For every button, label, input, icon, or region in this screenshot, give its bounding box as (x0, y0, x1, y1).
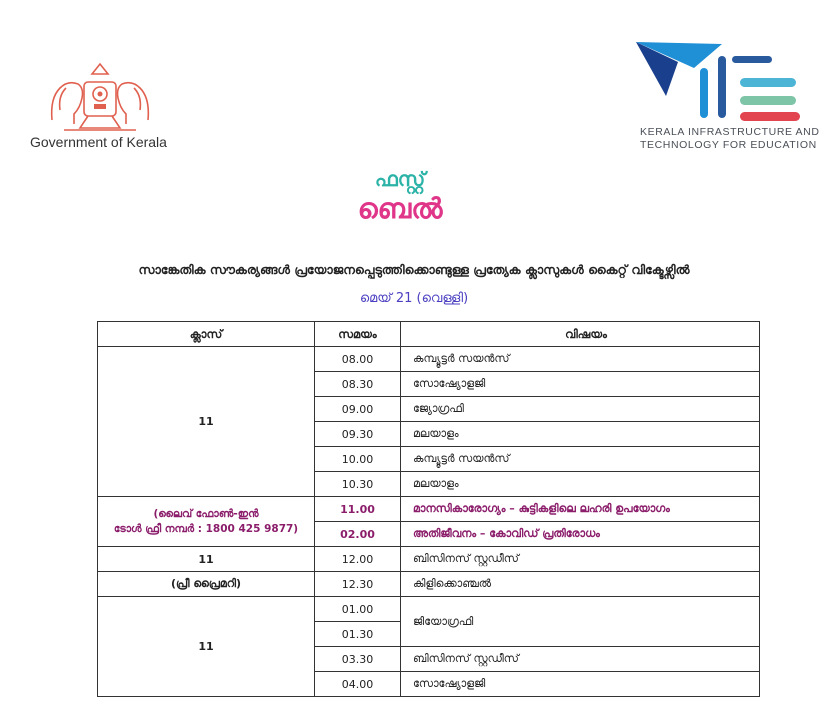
subject-cell: കമ്പ്യൂട്ടർ സയൻസ് (401, 447, 760, 472)
header-class: ക്ലാസ് (98, 322, 315, 347)
table-row (98, 597, 760, 622)
schedule-date: മെയ് 21 (വെള്ളി) (359, 291, 469, 306)
kite-tagline-2: TECHNOLOGY FOR EDUCATION (640, 139, 817, 151)
page-title: സാങ്കേതിക സൗകര്യങ്ങൾ പ്രയോജനപ്പെടുത്തിക്കൊണ്ടുള്ള പ്രത്യേക ക്ലാസുകൾ കൈറ്റ് വിക്ടേഴ്സിൽ (138, 262, 690, 277)
toll-free-number: ടോൾ ഫ്രീ നമ്പർ : 1800 425 9877) (113, 522, 299, 535)
schedule-table (97, 321, 760, 697)
header-time: സമയം (315, 322, 401, 347)
time-cell: 12.00 (315, 547, 401, 572)
subject-cell: സോഷ്യോളജി (401, 372, 760, 397)
class-cell: (പ്രീ പ്രൈമറി) (98, 572, 315, 597)
subject-cell: ബിസിനസ് സ്റ്റഡീസ് (401, 547, 760, 572)
subject-cell: കിളിക്കൊഞ്ചൽ (401, 572, 760, 597)
table-row (98, 497, 760, 522)
class-cell: 11 (98, 597, 315, 697)
class-cell: 11 (98, 547, 315, 572)
time-cell: 10.00 (315, 447, 401, 472)
kite-tagline-1: KERALA INFRASTRUCTURE AND (640, 126, 820, 138)
subject-cell: മാനസികാരോഗ്യം – കുട്ടികളിലെ ലഹരി ഉപയോഗം (401, 497, 760, 522)
time-cell: 03.30 (315, 647, 401, 672)
class-cell: 11 (98, 347, 315, 497)
time-cell: 04.00 (315, 672, 401, 697)
subject-cell: ബിസിനസ് സ്റ്റഡീസ് (401, 647, 760, 672)
table-row (98, 547, 760, 572)
table-row (98, 347, 760, 372)
subject-cell: ജ്യോഗ്രഫി (401, 397, 760, 422)
time-cell: 08.00 (315, 347, 401, 372)
subject-cell: കമ്പ്യൂട്ടർ സയൻസ് (401, 347, 760, 372)
time-cell: 09.30 (315, 422, 401, 447)
subject-cell: ജിയോഗ്രഫി (401, 597, 760, 647)
subject-cell: മലയാളം (401, 472, 760, 497)
subject-cell: സോഷ്യോളജി (401, 672, 760, 697)
time-cell: 02.00 (315, 522, 401, 547)
subject-cell: മലയാളം (401, 422, 760, 447)
time-cell: 01.30 (315, 622, 401, 647)
time-cell: 01.00 (315, 597, 401, 622)
live-phone-in-cell (98, 497, 315, 547)
header-subject: വിഷയം (401, 322, 760, 347)
kite-logo-icon (632, 38, 802, 124)
time-cell: 11.00 (315, 497, 401, 522)
time-cell: 08.30 (315, 372, 401, 397)
first-bell-logo-bottom: ബെൽ (357, 192, 443, 225)
table-row (98, 572, 760, 597)
time-cell: 10.30 (315, 472, 401, 497)
kerala-emblem-icon (44, 58, 156, 136)
subject-cell: അതിജീവനം – കോവിഡ് പ്രതിരോധം (401, 522, 760, 547)
first-bell-logo (330, 160, 470, 226)
time-cell: 12.30 (315, 572, 401, 597)
live-phone-in-label: (ലൈവ് ഫോൺ-ഇൻ (153, 507, 259, 520)
first-bell-logo-top: ഫസ്റ്റ് (374, 167, 426, 191)
government-of-kerala-label: Government of Kerala (30, 134, 167, 150)
time-cell: 09.00 (315, 397, 401, 422)
table-header-row (98, 322, 760, 347)
